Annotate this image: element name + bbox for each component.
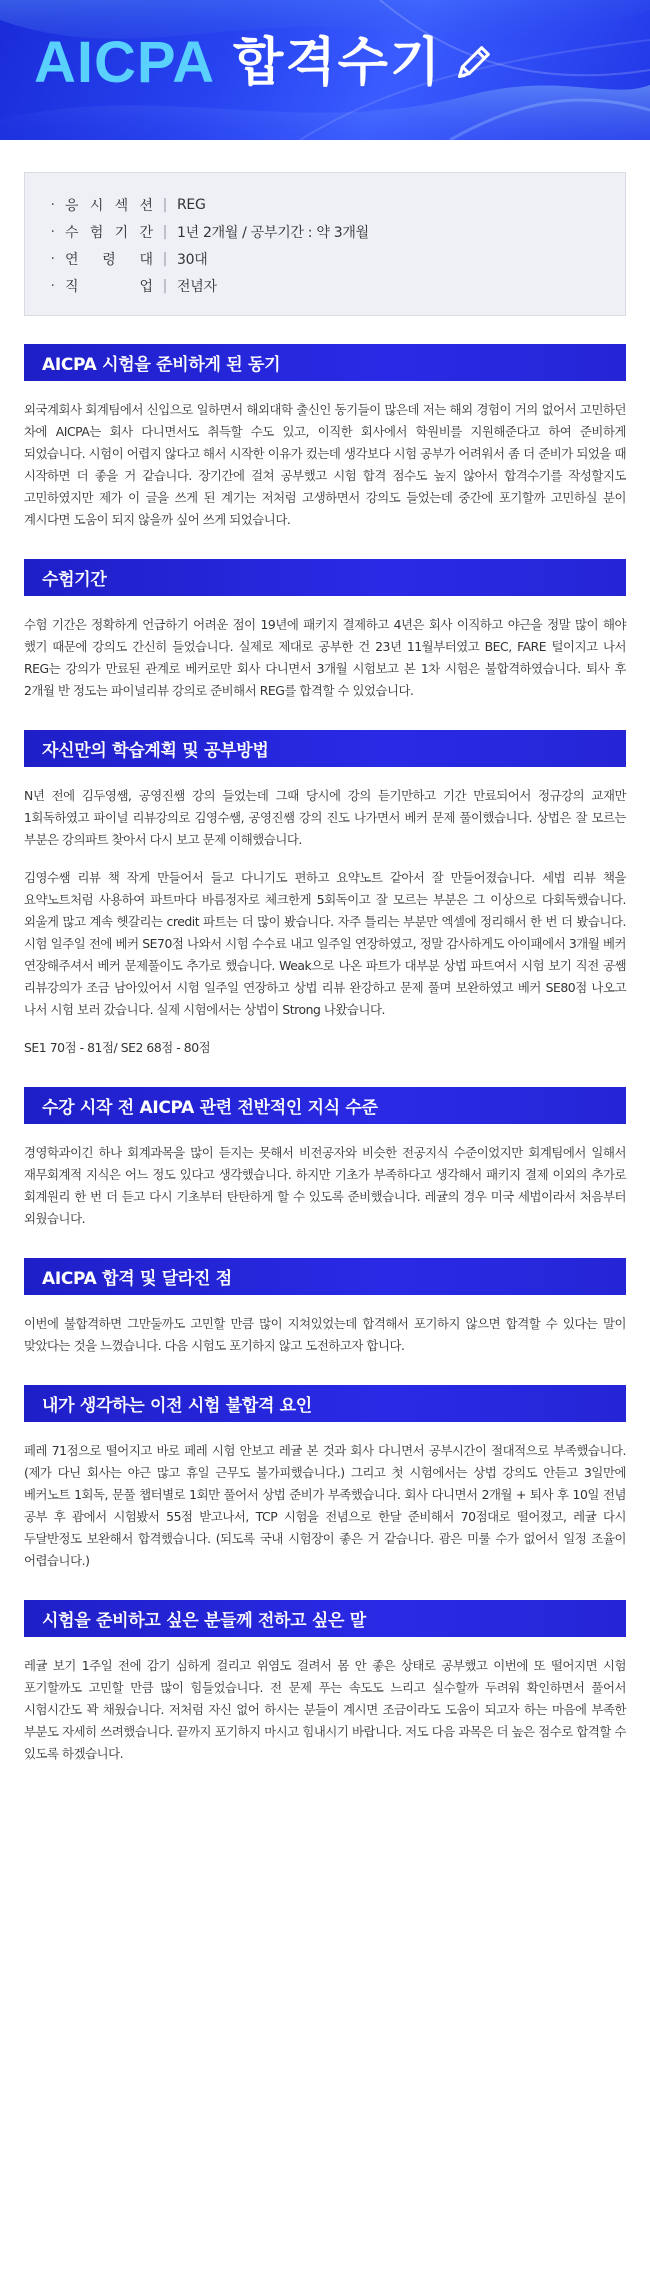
section-body <box>24 1637 626 1765</box>
info-label: 응 시 섹 션 <box>65 197 153 214</box>
paragraph: 김영수쌤 리뷰 책 작게 만들어서 들고 다니기도 편하고 요약노트 같아서 잘 만들어졌습니다. 세법 리뷰 책을 요약노트처럼 사용하여 파트마다 바름정자로 체크한게 5회독이고 잘 모르는 부분은 그 이상으로 다회독했습니다. 외울게 많고 계속 헷갈리는 credit 파트는 더 많이 봤습니다. 자주 틀리는 부분만 엑셀에 정리해서 한 번 더 봤습니다. 시험 일주일 전에 베커 SE70점 나와서 시험 수수료 내고 일주일 연장하였고, 정말 감사하게도 아이패에서 3개월 베커 연장해주셔서 베커 문제풀이도 추가로 했습니다. Weak으로 나온 파트가 대부분 상법 파트여서 시험 보기 직전 공쌤 리뷰강의가 조금 남아있어서 시험 일주일 연장하고 상법 리뷰 완강하고 문제 풀며 보완하였고 베커 SE80점 나오고 나서 시험 보러 갔습니다. 실제 시험에서는 상법이 Strong 나왔습니다. <box>24 870 626 1017</box>
section-prior-knowledge <box>24 1087 626 1230</box>
info-label: 수 험 기 간 <box>65 224 153 241</box>
info-label: 연 령 대 <box>65 251 153 268</box>
section-title: 내가 생각하는 이전 시험 불합격 요인 <box>24 1385 626 1422</box>
section-fail-reasons <box>24 1385 626 1572</box>
pencil-icon <box>450 40 496 86</box>
info-value: 30대 <box>177 251 208 268</box>
section-title: AICPA 합격 및 달라진 점 <box>24 1258 626 1295</box>
info-value: REG <box>177 196 206 213</box>
bullet: · <box>50 196 55 213</box>
section-body <box>24 1422 626 1572</box>
separator: | <box>162 277 168 294</box>
score-summary: SE1 70점 - 81점/ SE2 68점 - 80점 <box>24 1040 211 1055</box>
header-banner <box>0 0 650 140</box>
paragraph: 레귤 보기 1주일 전에 감기 심하게 걸리고 위염도 걸려서 몸 안 좋은 상태로 공부했고 이번에 또 떨어지면 시험 포기할까도 고민할 만큼 많이 힘들었습니다. 전 문제 푸는 속도도 느리고 실수할까 두려워 확인하면서 풀어서 시험시간도 꽉 채웠습니다. 저처럼 자신 없어 하시는 분들이 계시면 조금이라도 도움이 되고자 하는 마음에 부족한 부분도 자세히 쓰려했습니다. 끝까지 포기하지 마시고 힘내시기 바랍니다. 저도 다음 과목은 더 높은 점수로 합격할 수 있도록 하겠습니다. <box>24 1658 626 1761</box>
paragraph: N년 전에 김두영쌤, 공영진쌤 강의 들었는데 그때 당시에 강의 듣기만하고 기간 만료되어서 정규강의 교재만 1회독하였고 파이널 리뷰강의로 김영수쌤, 공영진쌤 강의 진도 나가면서 베커 문제 풀이했습니다. 상법은 잘 모르는 부분은 강의파트 찾아서 다시 보고 문제 이해했습니다. <box>24 788 626 847</box>
section-motivation <box>24 344 626 531</box>
info-row-age <box>25 245 625 272</box>
paragraph: 외국계회사 회계팀에서 신입으로 일하면서 해외대학 출신인 동기들이 많은데 저는 해외 경험이 거의 없어서 고민하던 차에 AICPA는 회사 다니면서도 취득할 수도 있고, 이직한 회사에서 학원비를 지원해준다고 하여 준비하게 되었습니다. 시험이 어렵지 않다고 해서 시작한 이유가 컸는데 생각보다 시험 공부가 어려워서 좀 더 준비가 되었을 때 시작하면 더 좋을 거 같습니다. 장기간에 걸쳐 공부했고 시험 합격 점수도 높지 않아서 합격수기를 작성할지도 고민하였지만 제가 이 글을 쓰게 된 계기는 저처럼 고생하면서 강의도 들었는데 중간에 포기할까 고민하실 분이 계시다면 도움이 되지 않을까 싶어 쓰게 되었습니다. <box>24 402 626 527</box>
section-body <box>24 1295 626 1357</box>
paragraph: 페레 71점으로 떨어지고 바로 페레 시험 안보고 레귤 본 것과 회사 다니면서 공부시간이 절대적으로 부족했습니다. (제가 다닌 회사는 야근 많고 휴일 근무도 불가피했습니다.) 그리고 첫 시험에서는 상법 강의도 안듣고 3일만에 베커노트 1회독, 문풀 챕터별로 1회만 풀어서 상법 준비가 부족했습니다. 회사 다니면서 2개월 + 퇴사 후 10일 전념 공부 후 괌에서 시험봤서 55점 받고나서, TCP 시험을 전념으로 한달 준비해서 70점대로 떨어졌고, 레귤 다시 두달반정도 보완해서 합격했습니다. (되도록 국내 시험장이 좋은 거 같습니다. 괌은 미룰 수가 없어서 일정 조율이 어렵습니다.) <box>24 1443 626 1568</box>
bullet: · <box>50 223 55 240</box>
section-title: 수험기간 <box>24 559 626 596</box>
section-body <box>24 596 626 702</box>
section-body <box>24 381 626 531</box>
section-advice <box>24 1600 626 1765</box>
section-title: 자신만의 학습계획 및 공부방법 <box>24 730 626 767</box>
separator: | <box>162 196 168 213</box>
section-study-plan <box>24 730 626 1059</box>
bullet: · <box>50 277 55 294</box>
info-row-job <box>25 272 625 299</box>
section-after-passing <box>24 1258 626 1357</box>
bullet: · <box>50 250 55 267</box>
section-body <box>24 1124 626 1230</box>
bottom-spacer <box>0 1765 650 1825</box>
paragraph: 수험 기간은 정확하게 언급하기 어려운 점이 19년에 패키지 결제하고 4년은 회사 이직하고 야근을 정말 많이 해야 했기 때문에 강의도 간신히 들었습니다. 실제로 제대로 공부한 건 23년 11월부터였고 BEC, FARE 털이지고 나서 REG는 강의가 만료된 관계로 베커로만 회사 다니면서 3개월 시험보고 본 1차 시험은 불합격하였습니다. 퇴사 후 2개월 반 정도는 파이널리뷰 강의로 준비해서 REG를 합격할 수 있었습니다. <box>24 617 626 698</box>
info-label: 직 업 <box>65 278 153 295</box>
banner-title-en: AICPA <box>34 30 216 95</box>
banner-title-ko: 합격수기 <box>233 33 443 93</box>
banner-title <box>34 30 496 95</box>
info-value: 전념자 <box>177 278 217 295</box>
info-value: 1년 2개월 / 공부기간 : 약 3개월 <box>177 224 369 241</box>
section-title: AICPA 시험을 준비하게 된 동기 <box>24 344 626 381</box>
paragraph: 경영학과이긴 하나 회계과목을 많이 듣지는 못해서 비전공자와 비슷한 전공지식 수준이었지만 회계팀에서 일해서 재무회계적 지식은 어느 정도 있다고 생각했습니다. 하지만 기초가 부족하다고 생각해서 패키지 결제 이외의 추가로 회계원리 한 번 더 듣고 다시 기초부터 탄탄하게 할 수 있도록 준비했습니다. 레귤의 경우 미국 세법이라서 처음부터 외웠습니다. <box>24 1145 626 1226</box>
section-body <box>24 767 626 1059</box>
info-row-period <box>25 218 625 245</box>
paragraph: 이번에 불합격하면 그만둘까도 고민할 만큼 많이 지쳐있었는데 합격해서 포기하지 않으면 합격할 수 있다는 말이 맞았다는 것을 느꼈습니다. 다음 시험도 포기하지 않고 도전하고자 합니다. <box>24 1316 626 1353</box>
applicant-info-box <box>24 172 626 316</box>
separator: | <box>162 223 168 240</box>
section-title: 시험을 준비하고 싶은 분들께 전하고 싶은 말 <box>24 1600 626 1637</box>
section-study-period <box>24 559 626 702</box>
section-title: 수강 시작 전 AICPA 관련 전반적인 지식 수준 <box>24 1087 626 1124</box>
separator: | <box>162 250 168 267</box>
info-row-section <box>25 191 625 218</box>
